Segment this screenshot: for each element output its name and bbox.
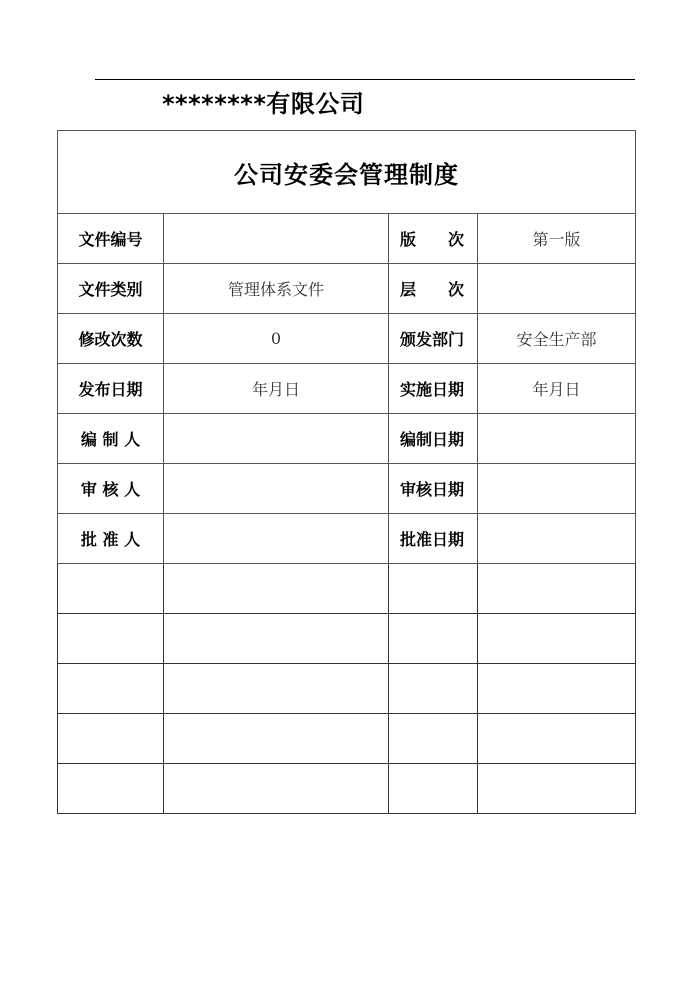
blank-row	[58, 714, 636, 764]
revision-count-value: 0	[164, 314, 389, 364]
issuing-dept-label: 颁发部门	[389, 314, 478, 364]
doc-category-value: 管理体系文件	[164, 264, 389, 314]
author-date-value	[478, 414, 636, 464]
table-row	[58, 264, 636, 314]
blank-cell	[478, 564, 636, 614]
blank-cell	[164, 664, 389, 714]
table-row	[58, 214, 636, 264]
table-row	[58, 364, 636, 414]
revision-count-label: 修改次数	[58, 314, 164, 364]
review-date-value	[478, 464, 636, 514]
table-row	[58, 314, 636, 364]
title-row	[58, 131, 636, 214]
approver-label: 批 准 人	[58, 514, 164, 564]
approve-date-value	[478, 514, 636, 564]
document-control-table	[57, 130, 636, 814]
edition-label: 版 次	[389, 214, 478, 264]
blank-cell	[389, 764, 478, 814]
blank-cell	[389, 564, 478, 614]
document-title: 公司安委会管理制度	[58, 131, 636, 214]
approver-value	[164, 514, 389, 564]
approve-date-label: 批准日期	[389, 514, 478, 564]
blank-cell	[164, 564, 389, 614]
blank-cell	[164, 764, 389, 814]
header-rule	[95, 79, 635, 80]
edition-value: 第一版	[478, 214, 636, 264]
blank-row	[58, 614, 636, 664]
blank-cell	[389, 614, 478, 664]
blank-cell	[58, 614, 164, 664]
blank-cell	[164, 714, 389, 764]
issuing-dept-value: 安全生产部	[478, 314, 636, 364]
table-row	[58, 464, 636, 514]
blank-row	[58, 564, 636, 614]
author-value	[164, 414, 389, 464]
author-date-label: 编制日期	[389, 414, 478, 464]
review-date-label: 审核日期	[389, 464, 478, 514]
doc-category-label: 文件类别	[58, 264, 164, 314]
blank-cell	[58, 764, 164, 814]
blank-cell	[58, 714, 164, 764]
effective-date-value: 年月日	[478, 364, 636, 414]
reviewer-label: 审 核 人	[58, 464, 164, 514]
table-row	[58, 514, 636, 564]
release-date-value: 年月日	[164, 364, 389, 414]
blank-cell	[164, 614, 389, 664]
company-name: ********有限公司	[162, 90, 365, 118]
author-label: 编 制 人	[58, 414, 164, 464]
blank-row	[58, 664, 636, 714]
blank-cell	[58, 664, 164, 714]
blank-cell	[478, 714, 636, 764]
doc-number-value	[164, 214, 389, 264]
level-label: 层 次	[389, 264, 478, 314]
blank-row	[58, 764, 636, 814]
table-row	[58, 414, 636, 464]
doc-number-label: 文件编号	[58, 214, 164, 264]
reviewer-value	[164, 464, 389, 514]
blank-cell	[389, 664, 478, 714]
effective-date-label: 实施日期	[389, 364, 478, 414]
blank-cell	[478, 764, 636, 814]
blank-cell	[478, 614, 636, 664]
blank-cell	[478, 664, 636, 714]
level-value	[478, 264, 636, 314]
blank-cell	[58, 564, 164, 614]
release-date-label: 发布日期	[58, 364, 164, 414]
blank-cell	[389, 714, 478, 764]
